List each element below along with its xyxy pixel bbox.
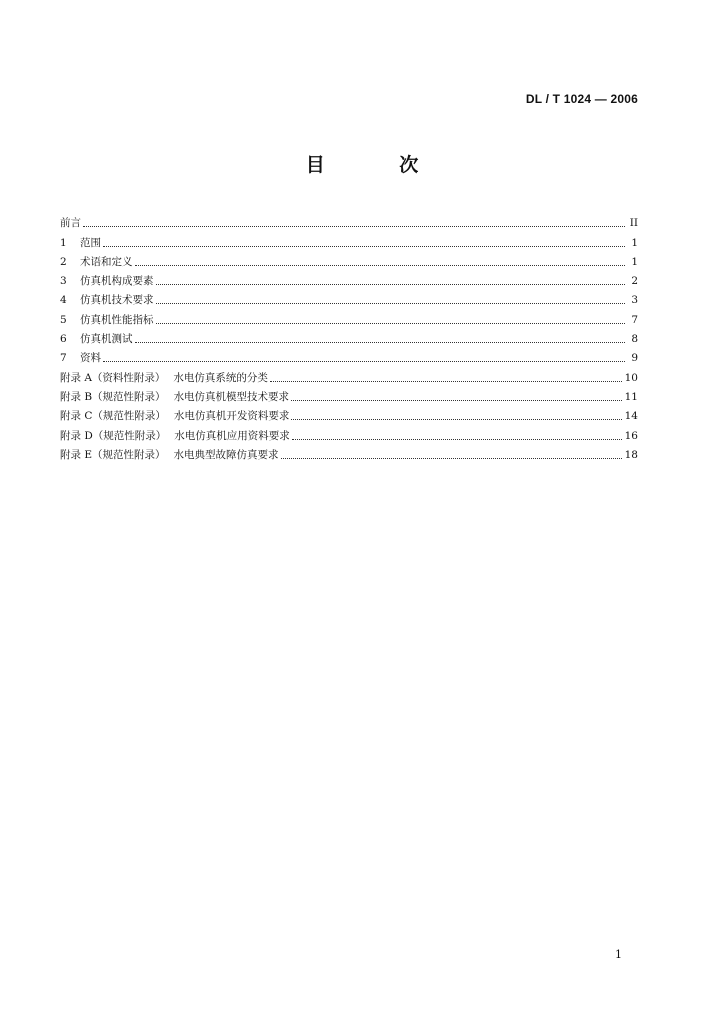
toc-entry-page: 9 <box>631 352 638 365</box>
toc-entry-annex-prefix: 附录 C（规范性附录） <box>60 410 166 423</box>
toc-entry[interactable] <box>60 268 638 287</box>
toc-entry-annex-prefix: 附录 E（规范性附录） <box>60 448 166 461</box>
toc-dot-leader <box>103 245 625 247</box>
toc-entry-number: 7 <box>60 352 67 365</box>
toc-entry-page: 18 <box>624 448 638 461</box>
toc-entry-page: 7 <box>631 313 638 326</box>
toc-entry-title: 水电仿真机模型技术要求 <box>173 390 290 403</box>
toc-entry-title: 水电仿真机应用资料要求 <box>174 429 290 442</box>
toc-dot-leader <box>270 380 622 382</box>
toc-entry-label <box>80 333 133 345</box>
toc-dot-leader <box>83 225 625 227</box>
toc-entry-title: 范围 <box>80 236 101 249</box>
toc-entry-page: 2 <box>631 275 638 288</box>
toc-entry-label <box>60 217 81 229</box>
toc-entry-page: 16 <box>624 429 638 442</box>
toc-entry-title: 仿真机性能指标 <box>80 313 154 326</box>
toc-entry[interactable] <box>60 229 638 248</box>
toc-entry-label <box>80 352 101 364</box>
toc-entry[interactable] <box>60 326 638 345</box>
toc-entry-number: 6 <box>60 333 67 346</box>
toc-dot-leader <box>281 457 622 459</box>
toc-entry-title: 资料 <box>80 352 101 365</box>
toc-entry[interactable] <box>60 403 638 422</box>
toc-dot-leader <box>103 360 625 362</box>
toc-entry-annex-prefix: 附录 B（规范性附录） <box>60 390 166 403</box>
toc-entry-label <box>60 430 290 442</box>
toc-entry-label <box>60 372 268 384</box>
toc-entry-label <box>60 410 289 422</box>
page-number: 1 <box>615 948 622 961</box>
toc-entry-page: 1 <box>631 236 638 249</box>
toc-entry-label <box>60 391 289 403</box>
toc-dot-leader <box>135 341 626 343</box>
standard-code: DL / T 1024 — 2006 <box>525 92 638 106</box>
toc-dot-leader <box>291 418 621 420</box>
toc-entry-page: 8 <box>631 333 638 346</box>
toc-entry-page: 10 <box>624 371 638 384</box>
toc-entry-title: 水电仿真系统的分类 <box>173 371 268 384</box>
toc-entry-annex-prefix: 附录 D（规范性附录） <box>60 429 167 442</box>
toc-title: 目 次 <box>305 154 453 176</box>
toc-entry[interactable] <box>60 442 638 461</box>
table-of-contents <box>60 210 638 461</box>
toc-entry[interactable] <box>60 306 638 325</box>
toc-entry[interactable] <box>60 345 638 364</box>
toc-dot-leader <box>291 399 622 401</box>
toc-entry-title: 仿真机技术要求 <box>80 294 154 307</box>
toc-entry-title: 水电仿真机开发资料要求 <box>173 410 290 423</box>
toc-entry-number: 5 <box>60 313 67 326</box>
toc-entry-page: 14 <box>624 410 638 423</box>
toc-entry-page: 1 <box>631 255 638 268</box>
toc-entry[interactable] <box>60 364 638 383</box>
toc-entry-label <box>80 237 101 249</box>
toc-dot-leader <box>156 302 626 304</box>
toc-entry-title: 仿真机测试 <box>80 333 133 346</box>
toc-entry-annex-prefix: 附录 A（资料性附录） <box>60 371 166 384</box>
toc-dot-leader <box>156 283 626 285</box>
toc-entry-number: 4 <box>60 294 67 307</box>
toc-entry[interactable] <box>60 210 638 229</box>
toc-entry-label <box>80 294 154 306</box>
toc-dot-leader <box>135 264 626 266</box>
toc-entry-page: 11 <box>624 390 638 403</box>
toc-entry[interactable] <box>60 287 638 306</box>
toc-entry-title: 仿真机构成要素 <box>80 275 154 288</box>
toc-entry[interactable] <box>60 249 638 268</box>
toc-entry-label <box>80 275 154 287</box>
toc-entry-number: 2 <box>60 255 67 268</box>
toc-entry-number: 1 <box>60 236 67 249</box>
toc-entry-title: 水电典型故障仿真要求 <box>173 448 279 461</box>
toc-entry[interactable] <box>60 422 638 441</box>
toc-entry-title: 术语和定义 <box>80 255 133 268</box>
toc-dot-leader <box>292 438 622 440</box>
toc-entry-page: 3 <box>631 294 638 307</box>
toc-entry-label <box>80 256 133 268</box>
toc-entry-label <box>60 449 279 461</box>
toc-entry-title: 前言 <box>60 217 81 230</box>
toc-dot-leader <box>156 322 626 324</box>
toc-entry-label <box>80 314 154 326</box>
toc-entry-number: 3 <box>60 275 67 288</box>
toc-entry-page: II <box>629 217 638 230</box>
toc-entry[interactable] <box>60 384 638 403</box>
